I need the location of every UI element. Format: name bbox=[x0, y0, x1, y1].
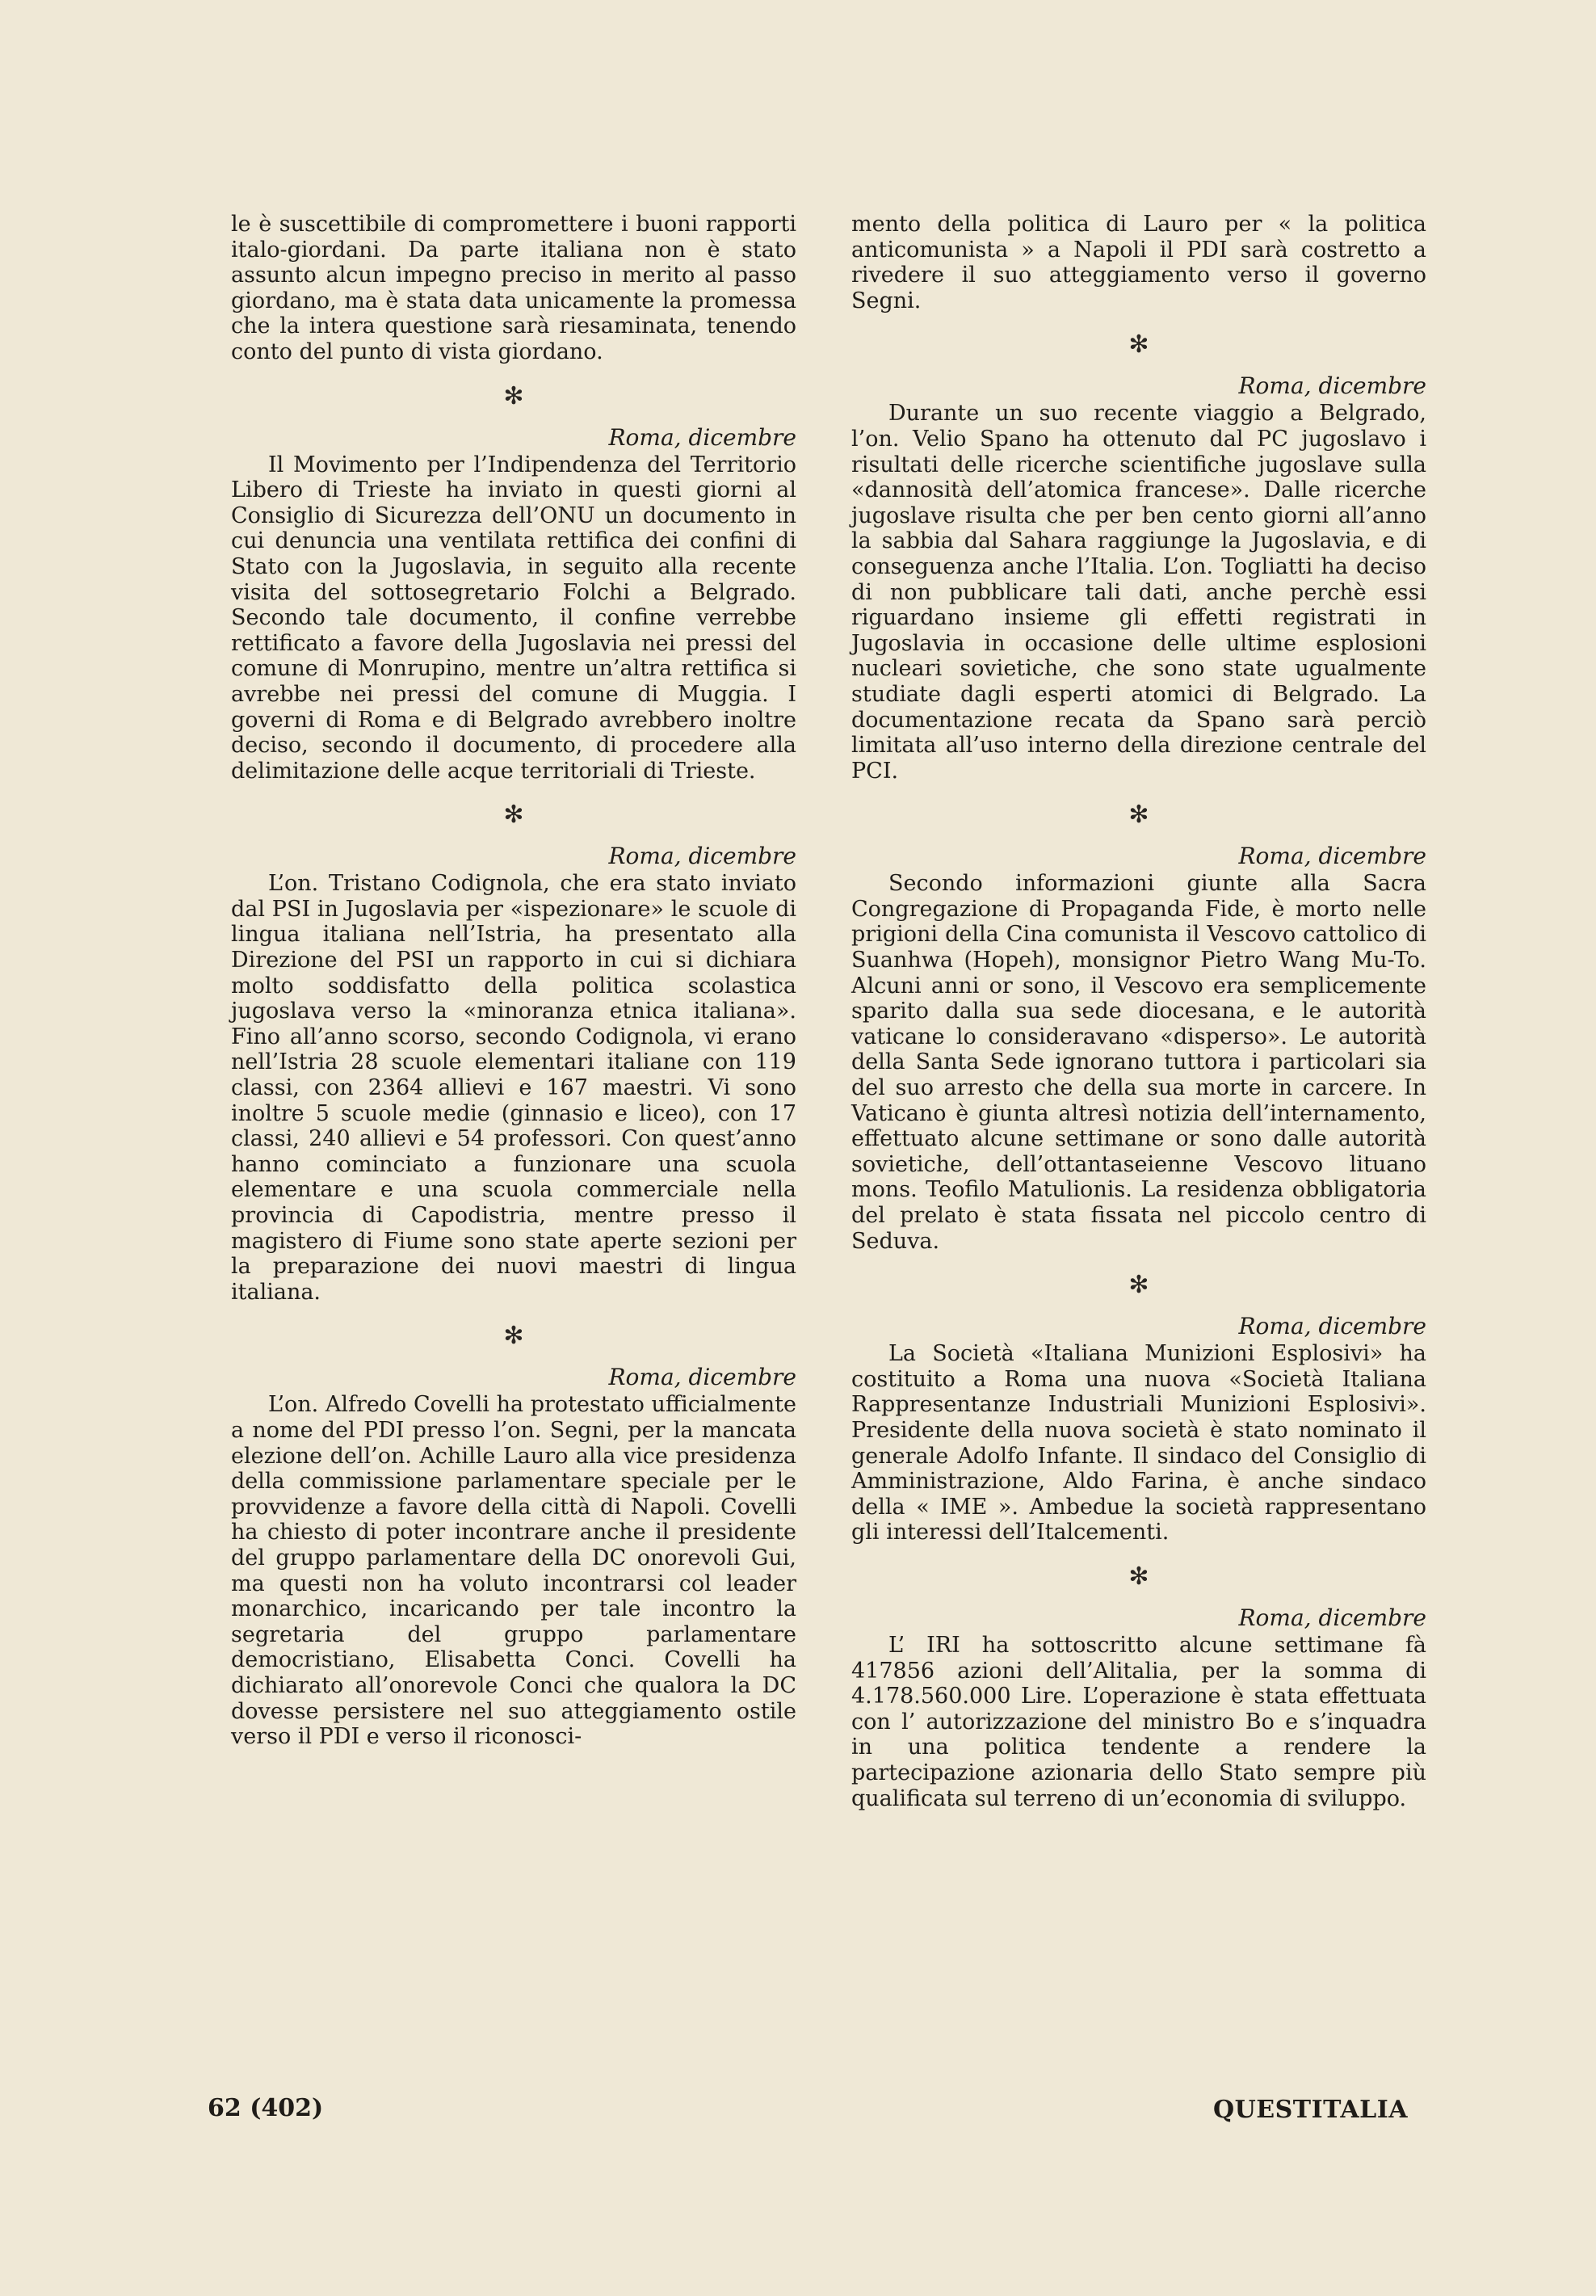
dateline: Roma, dicembre bbox=[608, 843, 796, 870]
news-paragraph: Durante un suo recente viaggio a Belgrado, l’on. Velio Spano ha ottenuto dal PC jugoslavo i risultati delle ricerche scientifiche jugoslave sulla «dannosità dell’atomica francese». Dalle ricerche jugoslave risulta che per ben cento giorni all’anno la sabbia dal Sahara raggiunge la Jugoslavia, e di conseguenza anche l’Italia. L’on. Togliatti ha deciso di non pubblicare tali dati, anche perchè essi riguardano insieme gli effetti registrati in Jugoslavia in occasione delle ultime esplosioni nucleari sovietiche, che sono state ugualmente studiate dagli esperti atomici di Belgrado. La documentazione recata da Spano sarà perciò limitata all’uso interno della direzione centrale del PCI. bbox=[851, 401, 1426, 784]
asterisk-separator-icon: ✻ bbox=[1128, 801, 1149, 830]
dateline: Roma, dicembre bbox=[1238, 372, 1426, 400]
news-paragraph: La Società «Italiana Munizioni Esplosivi» ha costituito a Roma una nuova «Società Italiana Rappresentanze Industriali Munizioni Esplosivi». Presidente della nuova società è stato nominato il generale Adolfo Infante. Il sindaco del Consiglio di Amministrazione, Aldo Farina, è anche sindaco della « IME ». Ambedue la società rappresentano gli interessi dell’Italcementi. bbox=[851, 1341, 1426, 1545]
news-item bbox=[851, 1563, 1426, 1811]
asterisk-separator-icon: ✻ bbox=[1128, 330, 1149, 360]
news-item bbox=[231, 1323, 796, 1749]
news-item bbox=[851, 331, 1426, 784]
dateline: Roma, dicembre bbox=[1238, 1604, 1426, 1631]
news-item bbox=[231, 383, 796, 784]
dateline: Roma, dicembre bbox=[1238, 843, 1426, 870]
dateline: Roma, dicembre bbox=[608, 423, 796, 451]
asterisk-separator-icon: ✻ bbox=[503, 1322, 524, 1351]
dateline: Roma, dicembre bbox=[608, 1364, 796, 1391]
news-item bbox=[231, 801, 796, 1305]
right-intro-paragraph: mento della politica di Lauro per « la politica anticomunista » a Napoli il PDI sarà costretto a rivedere il suo atteggiamento verso il governo Segni. bbox=[851, 212, 1426, 313]
news-paragraph: L’on. Tristano Codignola, che era stato inviato dal PSI in Jugoslavia per «ispezionare» le scuole di lingua italiana nell’Istria, ha presentato alla Direzione del PSI un rapporto in cui si dichiara molto soddisfatto della politica scolastica jugoslava verso la «minoranza etnica italiana». Fino all’anno scorso, secondo Codignola, vi erano nell’Istria 28 scuole elementari italiane con 119 classi, con 2364 allievi e 167 maestri. Vi sono inoltre 5 scuole medie (ginnasio e liceo), con 17 classi, 240 allievi e 54 professori. Con quest’anno hanno cominciato a funzionare una scuola elementare e una scuola commerciale nella provincia di Capodistria, mentre presso il magistero di Fiume sono state aperte sezioni per la preparazione dei nuovi maestri di lingua italiana. bbox=[231, 871, 796, 1305]
dateline: Roma, dicembre bbox=[1238, 1313, 1426, 1340]
news-item bbox=[851, 801, 1426, 1254]
news-paragraph: L’ IRI ha sottoscritto alcune settimane fà 417856 azioni dell’Alitalia, per la somma di 4.178.560.000 Lire. L’operazione è stata effettuata con l’ autorizzazione del ministro Bo e s’inquadra in una politica tendente a rendere la partecipazione azionaria dello Stato sempre più qualificata sul terreno di un’economia di sviluppo. bbox=[851, 1632, 1426, 1811]
news-paragraph: Secondo informazioni giunte alla Sacra Congregazione di Propaganda Fide, è morto nelle prigioni della Cina comunista il Vescovo cattolico di Suanhwa (Hopeh), monsignor Pietro Wang Mu-To. Alcuni anni or sono, il Vescovo era semplicemente sparito dalla sua sede diocesana, e le autorità vaticane lo consideravano «disperso». Le autorità della Santa Sede ignorano tuttora i particolari sia del suo arresto che della sua morte in carcere. In Vaticano è giunta altresì notizia dell’internamento, effettuato alcune settimane or sono dalle autorità sovietiche, dell’ottantaseienne Vescovo lituano mons. Teofilo Matulionis. La residenza obbligatoria del prelato è stata fissata nel piccolo centro di Seduva. bbox=[851, 871, 1426, 1254]
asterisk-separator-icon: ✻ bbox=[1128, 1562, 1149, 1591]
asterisk-separator-icon: ✻ bbox=[1128, 1271, 1149, 1300]
page-number: 62 (402) bbox=[208, 2094, 324, 2122]
magazine-title: QUESTITALIA bbox=[1212, 2096, 1408, 2124]
left-column bbox=[231, 212, 796, 1750]
left-intro-paragraph: le è suscettibile di compromettere i buoni rapporti italo-giordani. Da parte italiana non è stato assunto alcun impegno preciso in merito al passo giordano, ma è stata data unicamente la promessa che la intera questione sarà riesaminata, tenendo conto del punto di vista giordano. bbox=[231, 212, 796, 364]
right-column bbox=[851, 212, 1426, 1811]
news-paragraph: Il Movimento per l’Indipendenza del Territorio Libero di Trieste ha inviato in questi giorni al Consiglio di Sicurezza dell’ONU un documento in cui denuncia una ventilata rettifica dei confini di Stato con la Jugoslavia, in seguito alla recente visita del sottosegretario Folchi a Belgrado. Secondo tale documento, il confine verrebbe rettificato a favore della Jugoslavia nei pressi del comune di Monrupino, mentre un’altra rettifica si avrebbe nei pressi del comune di Muggia. I governi di Roma e di Belgrado avrebbero inoltre deciso, secondo il documento, di procedere alla delimitazione delle acque territoriali di Trieste. bbox=[231, 452, 796, 784]
asterisk-separator-icon: ✻ bbox=[503, 381, 524, 410]
news-item bbox=[851, 1272, 1426, 1545]
asterisk-separator-icon: ✻ bbox=[503, 801, 524, 830]
news-paragraph: L’on. Alfredo Covelli ha protestato ufficialmente a nome del PDI presso l’on. Segni, per la mancata elezione dell’on. Achille Lauro alla vice presidenza della commissione parlamentare speciale per le provvidenze a favore della città di Napoli. Covelli ha chiesto di poter incontrare anche il presidente del gruppo parlamentare della DC onorevoli Gui, ma questi non ha voluto incontrarsi col leader monarchico, incaricando per tale incontro la segretaria del gruppo parlamentare democristiano, Elisabetta Conci. Covelli ha dichiarato all’onorevole Conci che qualora la DC dovesse persistere nel suo atteggiamento ostile verso il PDI e verso il riconosci- bbox=[231, 1392, 796, 1750]
